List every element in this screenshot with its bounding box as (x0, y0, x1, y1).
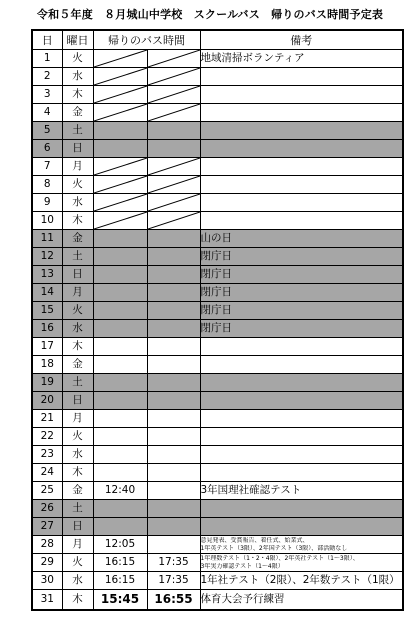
cell-bus-t2: 16:55 (147, 590, 200, 611)
table-row (32, 518, 403, 536)
cell-day: 7 (32, 158, 62, 176)
cell-bus-t2-crossed (147, 104, 200, 122)
table-row (32, 248, 403, 266)
cell-bus-t1 (93, 374, 147, 392)
table-row (32, 338, 403, 356)
table-row (32, 194, 403, 212)
cell-dow: 金 (62, 230, 93, 248)
cell-note (200, 194, 403, 212)
cell-dow: 火 (62, 176, 93, 194)
table-row (32, 176, 403, 194)
cell-bus-t2 (147, 500, 200, 518)
table-row (32, 68, 403, 86)
cell-day: 9 (32, 194, 62, 212)
header-day: 日 (32, 30, 62, 50)
note-line: 意見発表、受賞報告、着任式、始業式、 (200, 536, 309, 544)
cell-bus-t1 (93, 518, 147, 536)
cell-bus-t1-crossed (93, 104, 147, 122)
cell-bus-t1 (93, 410, 147, 428)
cell-bus-t2 (147, 320, 200, 338)
table-row (32, 284, 403, 302)
cell-note (200, 410, 403, 428)
header-bus-time: 帰りのバス時間 (93, 30, 200, 50)
cell-bus-t2-crossed (147, 86, 200, 104)
schedule-rows (32, 50, 403, 611)
cell-bus-t2-crossed (147, 212, 200, 230)
cell-bus-t1 (93, 230, 147, 248)
cell-bus-t2 (147, 428, 200, 446)
cell-dow: 日 (62, 518, 93, 536)
cell-day: 5 (32, 122, 62, 140)
cell-bus-t1 (93, 140, 147, 158)
cell-bus-t1: 12:05 (93, 536, 147, 554)
cell-bus-t2 (147, 374, 200, 392)
cell-note (200, 500, 403, 518)
cell-day: 16 (32, 320, 62, 338)
cell-dow: 木 (62, 86, 93, 104)
table-row (32, 302, 403, 320)
cell-note (200, 356, 403, 374)
table-row (32, 500, 403, 518)
cell-note (200, 86, 403, 104)
cell-bus-t1 (93, 428, 147, 446)
cell-note (200, 464, 403, 482)
cell-note: 体育大会予行練習 (200, 590, 403, 611)
cell-dow: 火 (62, 50, 93, 68)
cell-bus-t1 (93, 338, 147, 356)
table-row (32, 230, 403, 248)
cell-note: 閉庁日 (200, 302, 403, 320)
cell-dow: 月 (62, 284, 93, 302)
header-row (32, 30, 403, 50)
table-row (32, 266, 403, 284)
cell-day: 26 (32, 500, 62, 518)
table-row (32, 536, 403, 554)
cell-day: 18 (32, 356, 62, 374)
cell-dow: 水 (62, 320, 93, 338)
cell-day: 1 (32, 50, 62, 68)
cell-dow: 火 (62, 302, 93, 320)
cell-bus-t1 (93, 248, 147, 266)
cell-bus-t1 (93, 356, 147, 374)
cell-bus-t1 (93, 500, 147, 518)
cell-dow: 土 (62, 500, 93, 518)
cell-bus-t1: 16:15 (93, 554, 147, 572)
table-row (32, 428, 403, 446)
cell-note: 3年国理社確認テスト (200, 482, 403, 500)
cell-bus-t2-crossed (147, 50, 200, 68)
table-row (32, 554, 403, 572)
cell-note (200, 428, 403, 446)
note-line: 1年理数テスト（1・2・4限）、2年英社テスト（1〜3限）、 (200, 554, 359, 562)
table-row (32, 482, 403, 500)
cell-dow: 金 (62, 482, 93, 500)
cell-day: 14 (32, 284, 62, 302)
cell-note (200, 338, 403, 356)
cell-dow: 月 (62, 536, 93, 554)
cell-bus-t2 (147, 536, 200, 554)
cell-bus-t2 (147, 446, 200, 464)
cell-day: 23 (32, 446, 62, 464)
cell-bus-t2-crossed (147, 68, 200, 86)
table-row (32, 410, 403, 428)
cell-dow: 土 (62, 374, 93, 392)
cell-dow: 木 (62, 590, 93, 611)
cell-note (200, 518, 403, 536)
cell-note (200, 158, 403, 176)
cell-bus-t2 (147, 140, 200, 158)
cell-dow: 土 (62, 122, 93, 140)
table-row (32, 446, 403, 464)
cell-bus-t1: 12:40 (93, 482, 147, 500)
table-row (32, 104, 403, 122)
cell-bus-t2 (147, 410, 200, 428)
table-row (32, 320, 403, 338)
cell-day: 24 (32, 464, 62, 482)
cell-dow: 火 (62, 428, 93, 446)
cell-bus-t2: 17:35 (147, 572, 200, 590)
note-line: 3年実力確認テスト（1〜4限） (200, 562, 284, 570)
table-row (32, 572, 403, 590)
table-row (32, 590, 403, 611)
cell-note (200, 536, 403, 554)
cell-note (200, 554, 403, 572)
note-line: 1年英テスト（3限）、2年国テスト（3限）、部活動なし (200, 544, 348, 552)
table-row (32, 86, 403, 104)
cell-day: 13 (32, 266, 62, 284)
table-row (32, 392, 403, 410)
table-row (32, 464, 403, 482)
cell-bus-t1 (93, 266, 147, 284)
cell-day: 25 (32, 482, 62, 500)
cell-bus-t1-crossed (93, 194, 147, 212)
cell-note (200, 140, 403, 158)
cell-day: 27 (32, 518, 62, 536)
cell-bus-t1: 15:45 (93, 590, 147, 611)
cell-dow: 水 (62, 446, 93, 464)
cell-bus-t1 (93, 320, 147, 338)
cell-dow: 水 (62, 68, 93, 86)
cell-dow: 金 (62, 356, 93, 374)
cell-note: 閉庁日 (200, 320, 403, 338)
cell-day: 8 (32, 176, 62, 194)
cell-note: 閉庁日 (200, 284, 403, 302)
cell-bus-t2 (147, 248, 200, 266)
table-row (32, 356, 403, 374)
cell-dow: 土 (62, 248, 93, 266)
table-row (32, 212, 403, 230)
cell-bus-t2 (147, 338, 200, 356)
cell-day: 11 (32, 230, 62, 248)
cell-note (200, 68, 403, 86)
cell-day: 10 (32, 212, 62, 230)
header-dow: 曜日 (62, 30, 93, 50)
header-note: 備考 (200, 30, 403, 50)
cell-bus-t2 (147, 464, 200, 482)
cell-bus-t2 (147, 230, 200, 248)
cell-bus-t1-crossed (93, 68, 147, 86)
cell-bus-t2-crossed (147, 158, 200, 176)
cell-bus-t2 (147, 482, 200, 500)
cell-bus-t1-crossed (93, 212, 147, 230)
cell-day: 28 (32, 536, 62, 554)
cell-day: 30 (32, 572, 62, 590)
cell-bus-t1 (93, 392, 147, 410)
cell-note (200, 104, 403, 122)
cell-note (200, 176, 403, 194)
cell-day: 20 (32, 392, 62, 410)
cell-bus-t1: 16:15 (93, 572, 147, 590)
cell-dow: 金 (62, 104, 93, 122)
cell-dow: 木 (62, 212, 93, 230)
cell-bus-t2 (147, 266, 200, 284)
cell-dow: 火 (62, 554, 93, 572)
cell-dow: 木 (62, 464, 93, 482)
cell-note (200, 212, 403, 230)
cell-bus-t2 (147, 356, 200, 374)
cell-dow: 日 (62, 266, 93, 284)
cell-dow: 水 (62, 572, 93, 590)
cell-note: 山の日 (200, 230, 403, 248)
cell-dow: 木 (62, 338, 93, 356)
cell-day: 2 (32, 68, 62, 86)
cell-note (200, 122, 403, 140)
cell-dow: 月 (62, 410, 93, 428)
cell-bus-t1-crossed (93, 176, 147, 194)
cell-bus-t1 (93, 284, 147, 302)
cell-dow: 水 (62, 194, 93, 212)
cell-bus-t2: 17:35 (147, 554, 200, 572)
cell-day: 12 (32, 248, 62, 266)
cell-note (200, 374, 403, 392)
cell-day: 6 (32, 140, 62, 158)
cell-day: 19 (32, 374, 62, 392)
cell-day: 21 (32, 410, 62, 428)
bus-schedule-table (31, 29, 404, 611)
cell-dow: 日 (62, 140, 93, 158)
cell-bus-t2 (147, 122, 200, 140)
cell-day: 22 (32, 428, 62, 446)
cell-bus-t1 (93, 302, 147, 320)
cell-bus-t1-crossed (93, 50, 147, 68)
cell-day: 15 (32, 302, 62, 320)
cell-bus-t1-crossed (93, 158, 147, 176)
cell-day: 31 (32, 590, 62, 611)
cell-note: 閉庁日 (200, 248, 403, 266)
cell-bus-t2-crossed (147, 194, 200, 212)
table-row (32, 50, 403, 68)
table-row (32, 374, 403, 392)
cell-bus-t2-crossed (147, 176, 200, 194)
page-title: 令和５年度 ８月城山中学校 スクールバス 帰りのバス時間予定表 (36, 8, 384, 21)
cell-dow: 月 (62, 158, 93, 176)
table-row (32, 158, 403, 176)
cell-day: 3 (32, 86, 62, 104)
table-row (32, 122, 403, 140)
cell-note (200, 392, 403, 410)
cell-day: 4 (32, 104, 62, 122)
cell-bus-t1 (93, 464, 147, 482)
cell-bus-t1-crossed (93, 86, 147, 104)
table-row (32, 140, 403, 158)
cell-note: 1年社テスト（2限）、2年数テスト（1限） (200, 572, 403, 590)
cell-dow: 日 (62, 392, 93, 410)
cell-day: 29 (32, 554, 62, 572)
cell-day: 17 (32, 338, 62, 356)
cell-bus-t2 (147, 302, 200, 320)
cell-bus-t2 (147, 284, 200, 302)
cell-bus-t2 (147, 392, 200, 410)
cell-note (200, 446, 403, 464)
cell-note: 地域清掃ボランティア (200, 50, 403, 68)
cell-bus-t1 (93, 446, 147, 464)
cell-bus-t1 (93, 122, 147, 140)
cell-note: 閉庁日 (200, 266, 403, 284)
cell-bus-t2 (147, 518, 200, 536)
